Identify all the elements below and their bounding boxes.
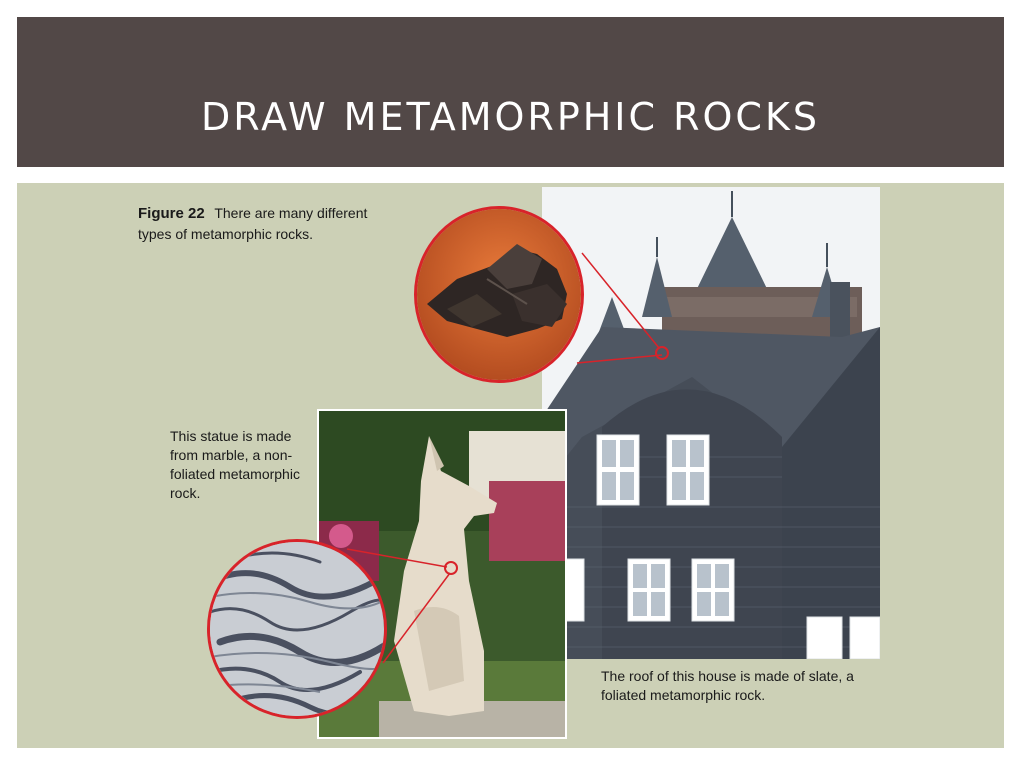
figure-number: Figure 22 — [138, 205, 205, 222]
figure-caption-text: There are many different types of metamorphic rocks. — [138, 205, 368, 242]
slide-title: DRAW METAMORPHIC ROCKS — [200, 95, 821, 139]
marble-callout-lines — [17, 183, 1004, 748]
statue-description: This statue is made from marble, a non-foliated metamorphic rock. — [170, 428, 300, 501]
title-banner — [17, 17, 1004, 167]
content-panel — [17, 183, 1004, 748]
marble-closeup — [207, 539, 387, 719]
roof-description: The roof of this house is made of slate, a foliated metamorphic rock. — [601, 668, 854, 703]
